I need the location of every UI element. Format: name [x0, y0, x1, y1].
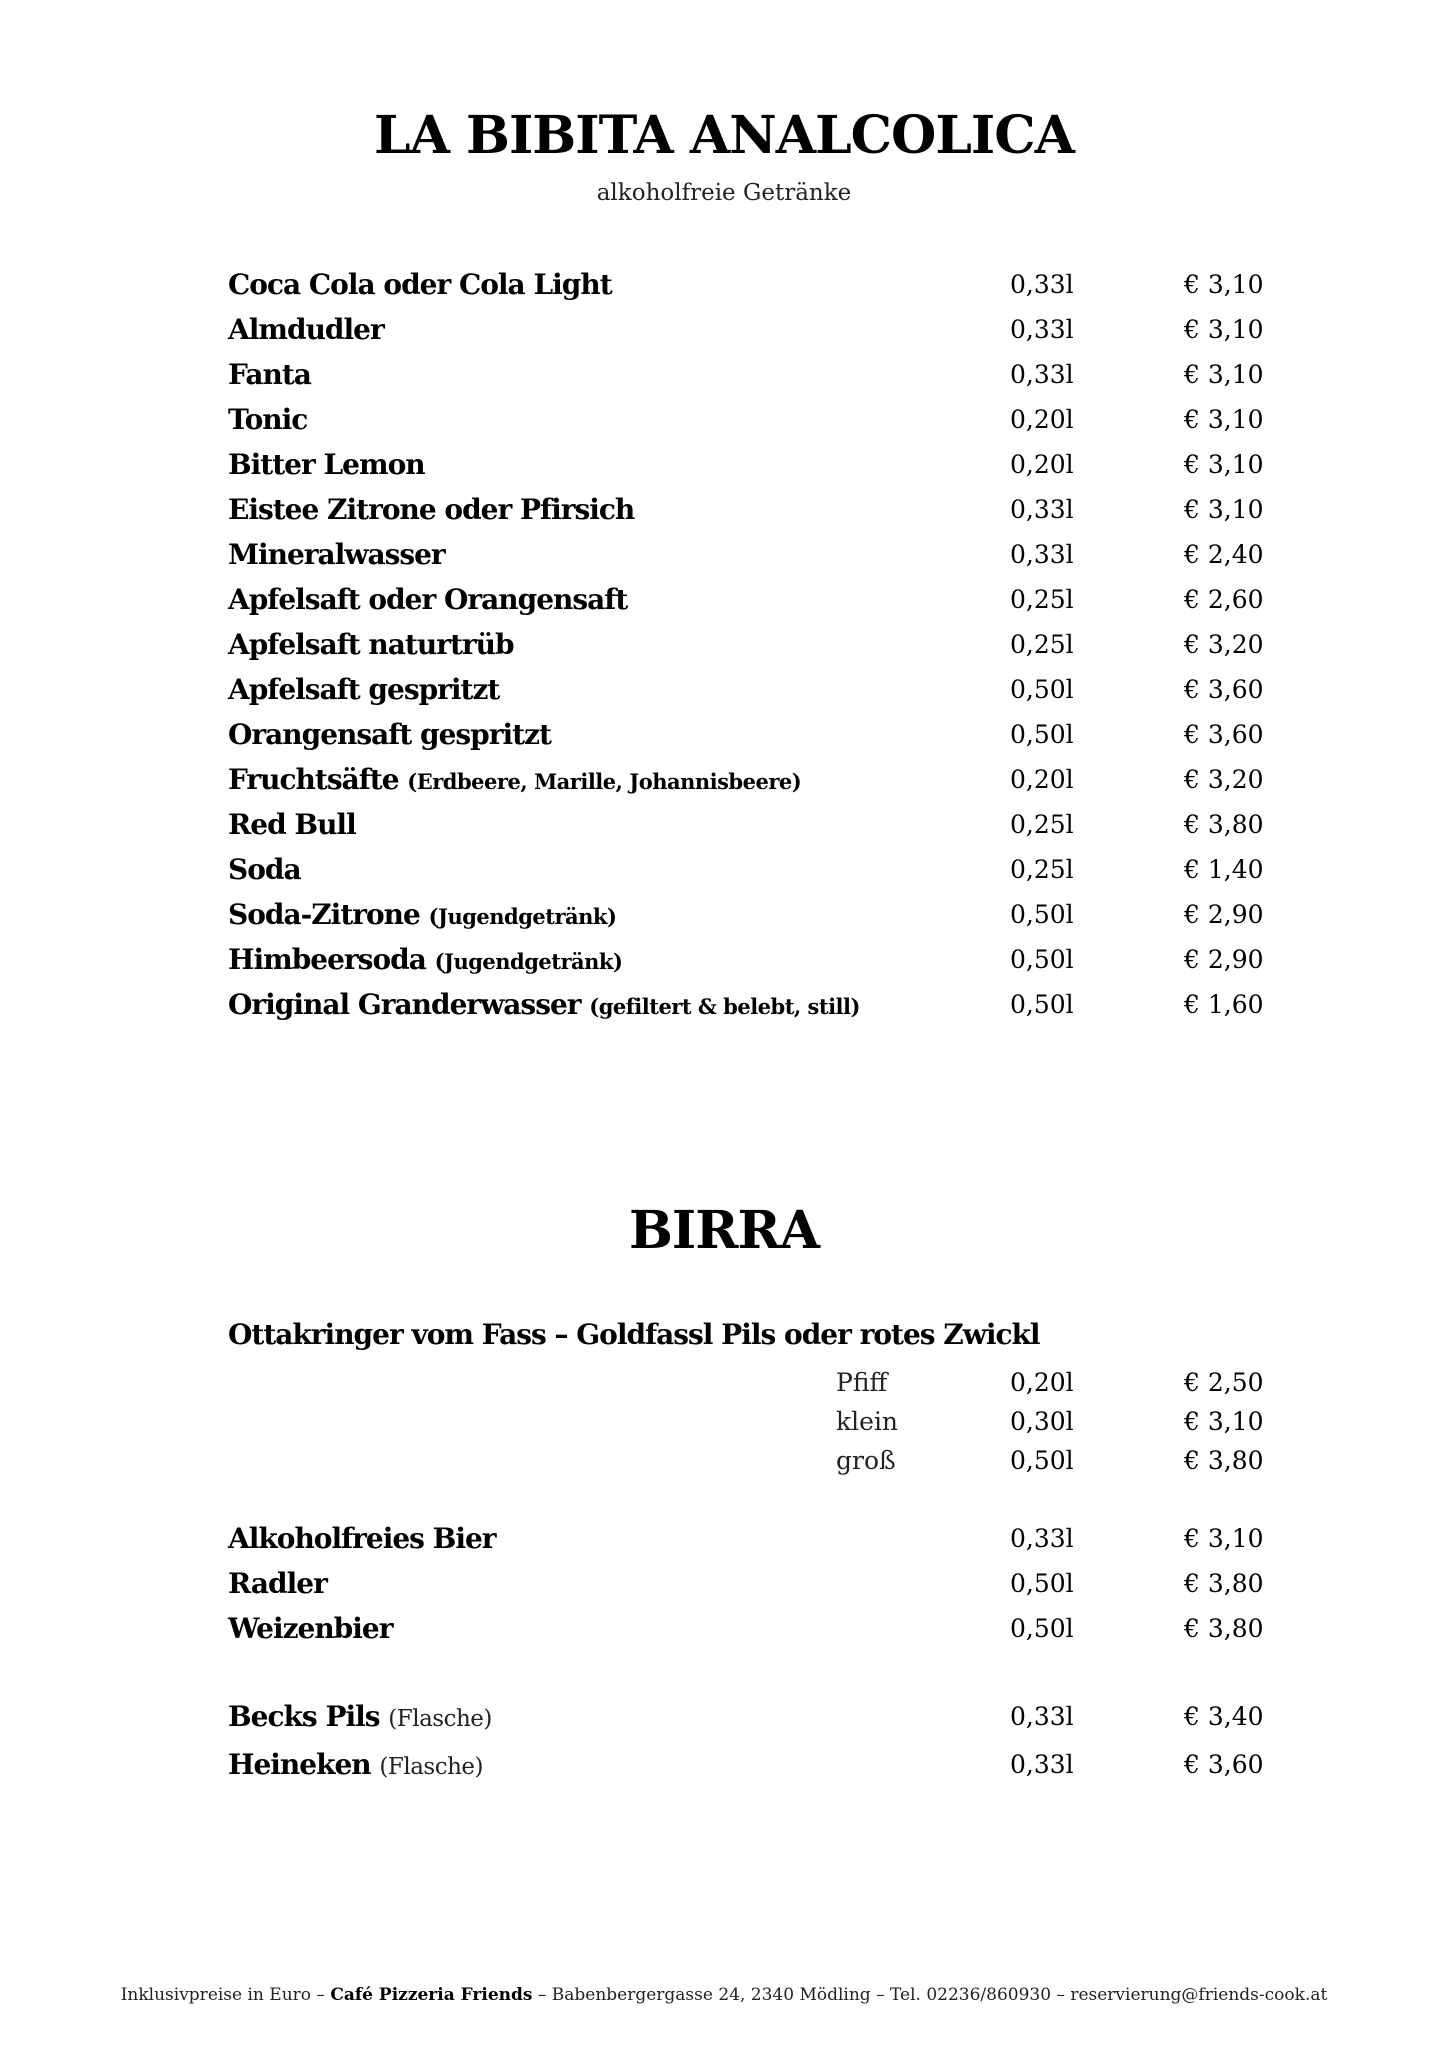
menu-item-row	[0, 538, 1448, 583]
menu-item-size: 0,50l	[1010, 1446, 1074, 1475]
menu-item-price: € 2,40	[1184, 540, 1264, 569]
menu-item-row	[0, 583, 1448, 628]
menu-item-row	[0, 448, 1448, 493]
menu-item-row	[0, 1748, 1448, 1796]
menu-item-row	[0, 1522, 1448, 1567]
menu-item-name: Apfelsaft gespritzt	[228, 673, 500, 706]
menu-item-name: Heineken	[228, 1748, 371, 1781]
menu-item-price: € 1,40	[1184, 855, 1264, 884]
menu-item-name: Apfelsaft oder Orangensaft	[228, 583, 628, 616]
menu-item-row	[0, 718, 1448, 763]
menu-item-name-wrap	[228, 898, 616, 931]
menu-item-price: € 3,80	[1184, 810, 1264, 839]
menu-item-size: 0,30l	[1010, 1407, 1074, 1436]
menu-item-name-wrap	[228, 1748, 483, 1781]
menu-item-row	[0, 1567, 1448, 1612]
footer	[0, 1985, 1448, 2005]
menu-item-price: € 3,10	[1184, 360, 1264, 389]
bottled-beer-list	[0, 1700, 1448, 1796]
menu-item-variant: Pfiff	[836, 1368, 888, 1397]
menu-item-name-wrap	[228, 988, 860, 1021]
menu-item-size: 0,20l	[1010, 405, 1074, 434]
menu-item-name: Orangensaft gespritzt	[228, 718, 551, 751]
menu-item-price: € 3,10	[1184, 495, 1264, 524]
menu-item-price: € 3,10	[1184, 450, 1264, 479]
menu-item-size: 0,33l	[1010, 315, 1074, 344]
menu-item-size: 0,25l	[1010, 585, 1074, 614]
menu-item-name: Almdudler	[228, 313, 384, 346]
menu-item-size: 0,33l	[1010, 1750, 1074, 1779]
menu-item-size: 0,50l	[1010, 990, 1074, 1019]
menu-item-row	[0, 1366, 1448, 1405]
menu-item-price: € 3,60	[1184, 675, 1264, 704]
menu-item-name: Radler	[228, 1567, 327, 1600]
menu-item-price: € 3,60	[1184, 1750, 1264, 1779]
menu-item-size: 0,33l	[1010, 1524, 1074, 1553]
menu-item-row	[0, 1700, 1448, 1748]
menu-item-row	[0, 403, 1448, 448]
menu-item-name: Original Granderwasser	[228, 988, 581, 1021]
menu-item-row	[0, 313, 1448, 358]
menu-item-price: € 2,60	[1184, 585, 1264, 614]
section-title-soft-drinks: LA BIBITA ANALCOLICA	[374, 105, 1074, 166]
menu-item-size: 0,50l	[1010, 1614, 1074, 1643]
menu-item-size: 0,50l	[1010, 720, 1074, 749]
menu-item-row	[0, 358, 1448, 403]
menu-item-price: € 3,80	[1184, 1614, 1264, 1643]
menu-item-row	[0, 493, 1448, 538]
menu-item-size: 0,25l	[1010, 630, 1074, 659]
menu-item-row	[0, 268, 1448, 313]
menu-item-price: € 3,40	[1184, 1702, 1264, 1731]
menu-item-row	[0, 1612, 1448, 1657]
menu-item-size: 0,20l	[1010, 765, 1074, 794]
menu-item-name-wrap	[228, 1700, 492, 1733]
menu-item-note: (Flasche)	[388, 1706, 492, 1732]
menu-item-row	[0, 1405, 1448, 1444]
menu-item-size: 0,33l	[1010, 495, 1074, 524]
menu-item-note: (Jugendgetränk)	[428, 904, 617, 929]
menu-item-name: Eistee Zitrone oder Pfirsich	[228, 493, 635, 526]
menu-item-size: 0,33l	[1010, 1702, 1074, 1731]
menu-item-price: € 3,10	[1184, 270, 1264, 299]
menu-item-price: € 3,20	[1184, 630, 1264, 659]
section-title-beer: BIRRA	[628, 1200, 820, 1261]
menu-item-name: Coca Cola oder Cola Light	[228, 268, 612, 301]
menu-item-row	[0, 628, 1448, 673]
menu-item-name: Fanta	[228, 358, 311, 391]
menu-item-row	[0, 673, 1448, 718]
menu-item-note: (Erdbeere, Marille, Johannisbeere)	[407, 769, 802, 794]
menu-item-price: € 3,20	[1184, 765, 1264, 794]
footer-suffix: – Babenbergergasse 24, 2340 Mödling – Tel. 02236/860930 – reservierung@friends-cook.at	[532, 1985, 1328, 2005]
menu-item-variant: klein	[836, 1407, 899, 1436]
menu-item-name: Apfelsaft naturtrüb	[228, 628, 514, 661]
menu-item-price: € 3,10	[1184, 315, 1264, 344]
menu-item-name-wrap	[228, 943, 622, 976]
menu-item-size: 0,33l	[1010, 540, 1074, 569]
menu-item-price: € 3,10	[1184, 405, 1264, 434]
menu-item-name: Red Bull	[228, 808, 356, 841]
menu-item-row	[0, 988, 1448, 1033]
menu-item-size: 0,50l	[1010, 900, 1074, 929]
menu-item-size: 0,33l	[1010, 360, 1074, 389]
menu-item-price: € 1,60	[1184, 990, 1264, 1019]
menu-item-size: 0,25l	[1010, 810, 1074, 839]
menu-item-price: € 3,10	[1184, 1524, 1264, 1553]
menu-item-size: 0,20l	[1010, 1368, 1074, 1397]
menu-item-price: € 2,90	[1184, 945, 1264, 974]
menu-item-name: Fruchtsäfte	[228, 763, 399, 796]
footer-cafe-name: Café Pizzeria Friends	[330, 1985, 533, 2005]
menu-item-price: € 2,50	[1184, 1368, 1264, 1397]
footer-prefix: Inklusivpreise in Euro –	[120, 1985, 331, 2005]
menu-item-name: Weizenbier	[228, 1612, 393, 1645]
menu-item-size: 0,25l	[1010, 855, 1074, 884]
menu-item-size: 0,33l	[1010, 270, 1074, 299]
menu-item-name: Himbeersoda	[228, 943, 426, 976]
tap-beer-heading: Ottakringer vom Fass – Goldfassl Pils oder rotes Zwickl	[228, 1318, 1040, 1351]
menu-item-name: Mineralwasser	[228, 538, 445, 571]
menu-item-variant: groß	[836, 1446, 896, 1475]
menu-item-name: Bitter Lemon	[228, 448, 425, 481]
section-subtitle-soft-drinks: alkoholfreie Getränke	[596, 180, 852, 206]
menu-item-note: (Flasche)	[379, 1754, 483, 1780]
menu-item-size: 0,50l	[1010, 1569, 1074, 1598]
menu-item-row	[0, 808, 1448, 853]
menu-item-price: € 3,80	[1184, 1569, 1264, 1598]
menu-item-price: € 3,60	[1184, 720, 1264, 749]
menu-item-row	[0, 898, 1448, 943]
menu-item-size: 0,20l	[1010, 450, 1074, 479]
menu-item-row	[0, 853, 1448, 898]
menu-item-size: 0,50l	[1010, 945, 1074, 974]
menu-item-name-wrap	[228, 763, 801, 796]
menu-item-note: (gefiltert & belebt, still)	[589, 994, 860, 1019]
menu-item-row	[0, 1444, 1448, 1483]
menu-item-name: Becks Pils	[228, 1700, 380, 1733]
menu-item-price: € 3,10	[1184, 1407, 1264, 1436]
menu-item-name: Alkoholfreies Bier	[228, 1522, 496, 1555]
beer-list	[0, 1522, 1448, 1657]
menu-item-name: Soda	[228, 853, 301, 886]
menu-item-row	[0, 943, 1448, 988]
soft-drinks-list	[0, 268, 1448, 1033]
tap-beer-list	[0, 1366, 1448, 1483]
menu-item-size: 0,50l	[1010, 675, 1074, 704]
menu-item-price: € 2,90	[1184, 900, 1264, 929]
menu-item-name: Soda-Zitrone	[228, 898, 420, 931]
menu-item-note: (Jugendgetränk)	[434, 949, 623, 974]
menu-item-price: € 3,80	[1184, 1446, 1264, 1475]
menu-item-row	[0, 763, 1448, 808]
menu-item-name: Tonic	[228, 403, 308, 436]
